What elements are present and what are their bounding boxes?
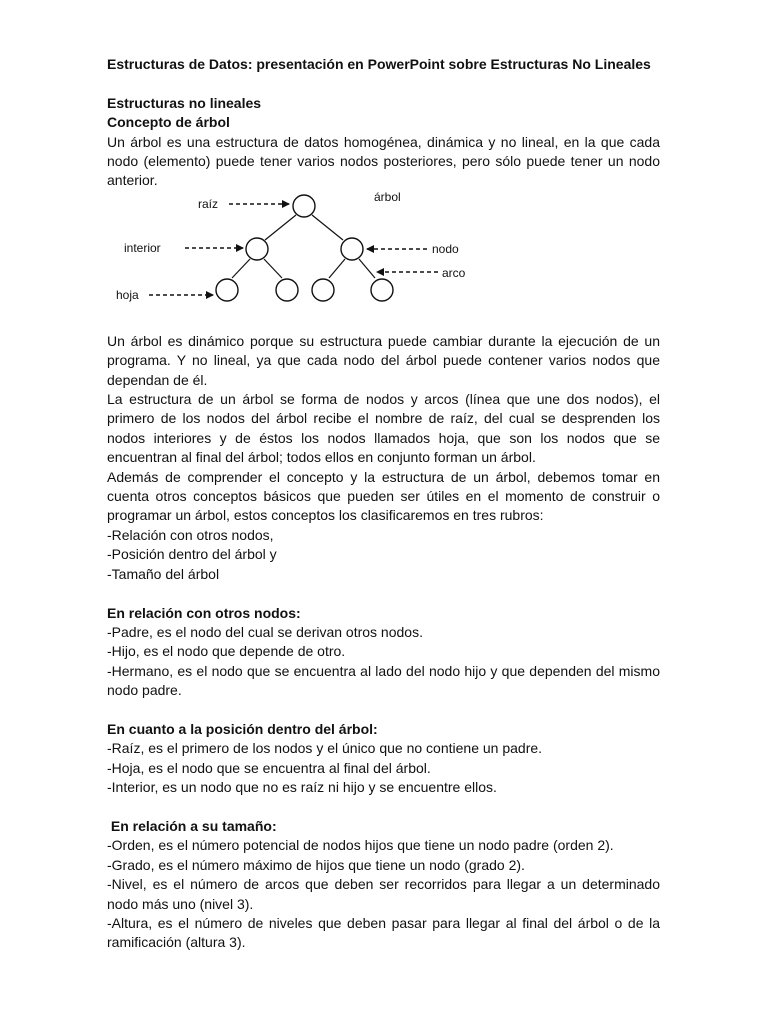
label-interior: interior [124,240,161,255]
label-arbol: árbol [374,190,401,204]
subheading: Concepto de árbol [107,114,230,131]
edge-left-leaf2 [264,259,282,278]
spacer [107,798,660,817]
paragraph-conceptos: Además de comprender el concepto y la estructura de un árbol, debemos tomar en cuenta otros conceptos básicos que pueden ser útiles en el momento de construir o programar un árbol, estos conceptos los clasificaremos en tres rubros: [107,468,660,524]
rubro-item: -Relación con otros nodos, [107,526,274,543]
node-leaf-1 [216,279,238,301]
label-hoja: hoja [116,287,139,302]
rubro-item: -Posición dentro del árbol y [107,546,277,563]
document-page [107,55,660,953]
heading-relacion: En relación con otros nodos: [107,604,301,621]
label-raiz: raíz [198,196,219,211]
heading-tamano: En relación a su tamaño: [107,817,277,834]
node-interior-right [341,238,363,260]
node-leaf-4 [371,279,393,301]
edge-root-left [265,215,296,240]
edge-right-leaf4 [359,259,375,278]
list-item: -Orden, es el número potencial de nodos hijos que tiene un nodo padre (orden 2). [107,837,614,854]
tree-diagram-svg [107,191,660,327]
list-item: -Nivel, es el número de arcos que deben ser recorridos para llegar a un determinado nodo más uno (nivel 3). [107,876,660,912]
intro-paragraph: Un árbol es una estructura de datos homogénea, dinámica y no lineal, en la que cada nodo (elemento) puede tener varios nodos posteriores, pero sólo puede tener un nodo anterior. [107,133,660,189]
label-arco: arco [442,265,466,280]
node-leaf-3 [312,279,334,301]
node-interior-left [246,238,268,260]
paragraph-estructura: La estructura de un árbol se forma de nodos y arcos (línea que une dos nodos), el primero de los nodos del árbol recibe el nombre de raíz, del cual se desprenden los nodos interiores y de éstos los nodos llamados hoja, que son los nodos que se encuentran al final del árbol; todos ellos en conjunto forman un árbol. [107,391,660,466]
rubro-item: -Tamaño del árbol [107,565,220,582]
edge-left-leaf1 [232,259,250,278]
list-item: -Raíz, es el primero de los nodos y el único que no contiene un padre. [107,740,543,757]
list-item: -Hijo, es el nodo que depende de otro. [107,643,346,660]
edge-right-leaf3 [329,259,345,278]
heading-posicion: En cuanto a la posición dentro del árbol: [107,720,378,737]
list-item: -Padre, es el nodo del cual se derivan otros nodos. [107,623,423,640]
list-item: -Hermano, es el nodo que se encuentra al lado del nodo hijo y que dependen del mismo nodo padre. [107,662,660,699]
spacer [107,701,660,720]
node-root [293,195,315,217]
list-item: -Hoja, es el nodo que se encuentra al final del árbol. [107,759,431,776]
list-item: -Altura, es el número de niveles que deben pasar para llegar al final del árbol o de la ramificación (altura 3). [107,914,660,951]
list-item: -Grado, es el número máximo de hijos que tiene un nodo (grado 2). [107,856,525,873]
node-leaf-2 [276,279,298,301]
edge-root-right [312,215,343,240]
section-heading: Estructuras no lineales [107,94,262,111]
list-item: -Interior, es un nodo que no es raíz ni hijo y se encuentre ellos. [107,779,497,796]
document-title: Estructuras de Datos: presentación en PowerPoint sobre Estructuras No Lineales [107,56,651,72]
tree-diagram [107,191,660,327]
paragraph-dinamico: Un árbol es dinámico porque su estructura puede cambiar durante la ejecución de un programa. Y no lineal, ya que cada nodo del árbol puede contener varios nodos que dependan de él. [107,332,660,388]
spacer [107,584,660,603]
label-nodo: nodo [432,241,459,256]
